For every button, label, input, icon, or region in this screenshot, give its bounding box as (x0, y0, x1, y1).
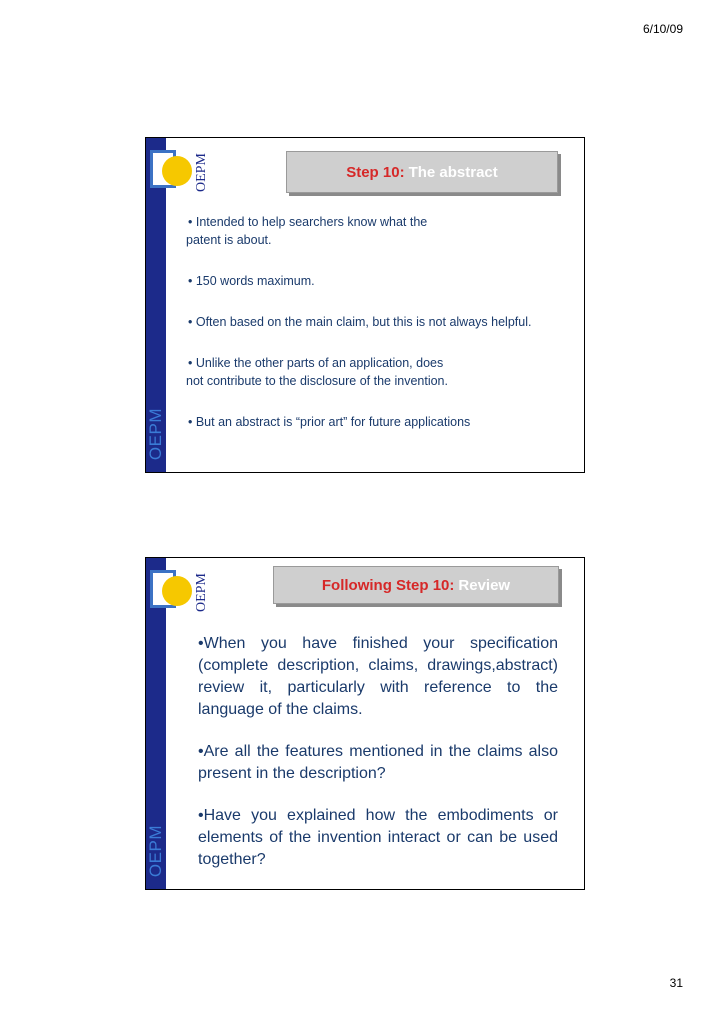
title-rest: The abstract (408, 163, 498, 181)
page-number: 31 (669, 976, 683, 990)
slide-step-10-abstract (145, 137, 585, 473)
page-date: 6/10/09 (642, 22, 683, 36)
slide-title (286, 151, 558, 193)
paragraph-2: •Are all the features mentioned in the claims also present in the description? (198, 743, 558, 782)
bullet-4-line-1: • Unlike the other parts of an application, does (188, 356, 444, 370)
slide-body (186, 213, 568, 431)
paragraph-1: •When you have finished your specification (complete description, claims, drawings,abstract) review it, particularly with reference to the language of the claims. (198, 635, 558, 718)
slide-following-step-10-review (145, 557, 585, 890)
bullet-1-line-1: • Intended to help searchers know what the (188, 215, 428, 229)
brand-vertical-text: OEPM (146, 824, 165, 877)
bullet-2: • 150 words maximum. (188, 274, 315, 288)
title-step: Step 10: (346, 163, 405, 181)
logo-text: OEPM (194, 573, 209, 613)
bullet-4-line-2: not contribute to the disclosure of the invention. (186, 374, 448, 388)
bullet-1-line-2: patent is about. (186, 233, 272, 247)
slide-title (273, 566, 559, 604)
paragraph-3: •Have you explained how the embodiments or elements of the invention interact or can be used together? (198, 807, 558, 868)
slide-body (198, 633, 558, 890)
brand-vertical-text: OEPM (146, 407, 165, 460)
oepm-logo-icon (148, 568, 182, 616)
bullet-5: • But an abstract is “prior art” for future applications (188, 415, 471, 429)
logo-text: OEPM (194, 153, 209, 193)
title-step: Following Step 10: (321, 576, 455, 594)
title-rest: Review (458, 576, 511, 594)
oepm-logo-icon (148, 148, 182, 196)
bullet-3: • Often based on the main claim, but this is not always helpful. (188, 315, 532, 329)
